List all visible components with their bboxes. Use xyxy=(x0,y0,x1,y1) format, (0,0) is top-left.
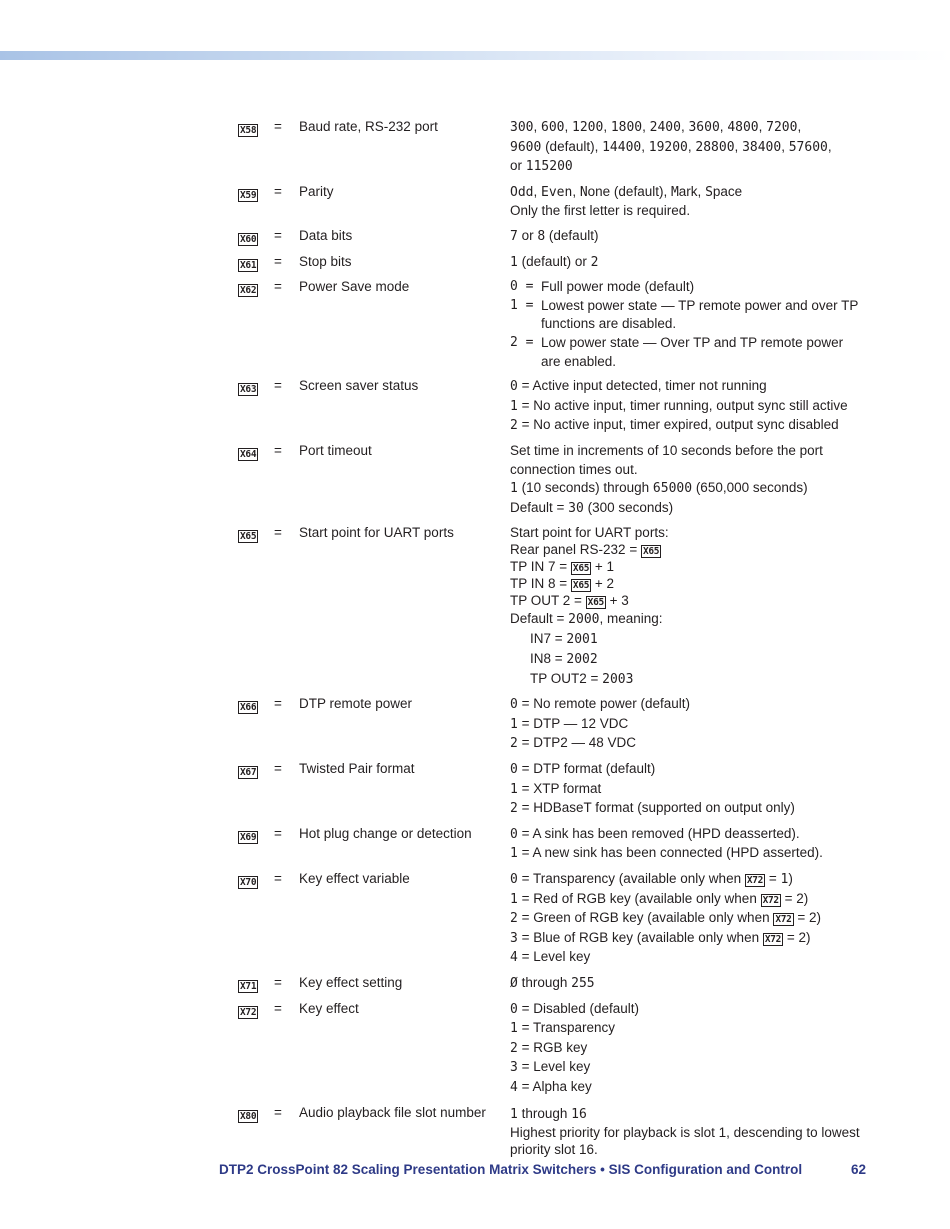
text: (10 seconds) through xyxy=(517,480,653,496)
text: = xyxy=(780,890,797,906)
text: TP IN 8 = xyxy=(510,576,571,592)
equals-sign: = xyxy=(274,227,282,243)
variable-box: X60 xyxy=(240,233,257,245)
text: = xyxy=(783,929,799,945)
value: 1 xyxy=(510,891,518,907)
parameter-values xyxy=(510,825,862,864)
text: or xyxy=(517,227,538,243)
variable-box: X65 xyxy=(572,563,590,575)
parameter-name: Screen saver status xyxy=(299,378,419,394)
equals-sign: = xyxy=(274,1000,282,1016)
parameter-name: Key effect variable xyxy=(299,871,410,887)
text: Full power mode (default) xyxy=(541,279,695,295)
value: 0 xyxy=(510,872,518,888)
list-item xyxy=(510,416,862,436)
value: 1 xyxy=(510,254,518,270)
value: N xyxy=(579,184,588,200)
value: 2 xyxy=(798,929,807,945)
parameter-name: Data bits xyxy=(299,227,353,243)
text: Low power state — Over TP and TP remote power are enabled. xyxy=(541,334,844,369)
text: + 3 xyxy=(605,593,629,609)
variable-box: X72 xyxy=(775,914,792,926)
value: 1 xyxy=(510,781,518,797)
parameter-name: Start point for UART ports xyxy=(299,525,454,541)
variable-box: X61 xyxy=(240,259,257,271)
row-x58 xyxy=(238,118,868,177)
value: 1 xyxy=(510,481,518,497)
value: 2400 xyxy=(649,120,681,135)
variable-box: X66 xyxy=(240,702,257,714)
value: 19200 xyxy=(648,139,688,155)
default-note: (default), xyxy=(541,138,603,154)
text: Start point for UART ports: xyxy=(510,525,669,541)
variable-box: X65 xyxy=(642,546,660,558)
parameter-values xyxy=(510,278,862,371)
value: 2001 xyxy=(566,632,598,648)
parameter-values: 300, 600, 1200, 1800, 2400, 3600, 4800, 7200, 9600 (default), 14400, 19200, 28800, 38400, 57600, or 115200 xyxy=(510,119,832,175)
value: 57600 xyxy=(788,139,828,155)
parameter-values xyxy=(510,1104,862,1158)
text: (300 seconds) xyxy=(583,499,674,515)
text: ark, xyxy=(678,183,706,199)
value: 1200 xyxy=(572,120,604,135)
text: + 1 xyxy=(591,559,615,575)
equals-sign: = xyxy=(274,378,282,394)
value: 14400 xyxy=(602,139,642,155)
text: = No remote power (default) xyxy=(517,696,691,712)
text: TP IN 7 = xyxy=(510,559,571,575)
variable-box: X69 xyxy=(240,831,257,843)
parameter-name: Audio playback file slot number xyxy=(299,1104,486,1120)
equals-sign: = xyxy=(274,696,282,712)
list-item xyxy=(510,334,862,371)
row-x71 xyxy=(238,974,868,994)
parameter-values xyxy=(510,253,862,273)
text: , meaning: xyxy=(599,611,663,627)
value: 255 xyxy=(571,976,595,991)
text: ) xyxy=(803,890,809,906)
row-x67 xyxy=(238,760,868,819)
parameter-values xyxy=(510,377,862,436)
list-item xyxy=(510,297,862,334)
note: Only the first letter is required. xyxy=(510,203,691,219)
parameter-values xyxy=(510,974,862,994)
list-item xyxy=(510,890,862,910)
parameter-values xyxy=(510,695,862,754)
value: 3600 xyxy=(688,120,720,135)
list-item xyxy=(510,695,862,715)
text: = DTP2 — 48 VDC xyxy=(517,735,636,751)
parameter-name: Twisted Pair format xyxy=(299,761,415,777)
value: 2 = xyxy=(510,334,534,350)
list-item xyxy=(510,870,862,890)
value: 30 xyxy=(568,500,584,516)
equals-sign: = xyxy=(274,525,282,541)
list-item xyxy=(510,1039,862,1059)
text: = No active input, timer running, output sync still active xyxy=(517,397,848,413)
text: = Green of RGB key (available only when xyxy=(517,910,774,926)
value: 2 xyxy=(809,910,817,926)
equals-sign: = xyxy=(274,183,282,199)
value: 1 xyxy=(510,1021,518,1037)
footer-title: DTP2 CrossPoint 82 Scaling Presentation Matrix Switchers • SIS Configuration and Control xyxy=(219,1162,803,1177)
text: (default) xyxy=(545,227,599,243)
value: 115200 xyxy=(525,159,573,175)
text: (default) or xyxy=(517,253,591,269)
variable-box: X63 xyxy=(240,384,257,396)
parameter-name: Stop bits xyxy=(299,253,352,269)
row-x64 xyxy=(238,442,868,518)
value: 0 xyxy=(510,1001,518,1017)
value: 0 xyxy=(510,826,518,842)
variable-box: X64 xyxy=(240,448,257,460)
text: IN8 = xyxy=(530,651,567,667)
value: 1 xyxy=(510,1106,518,1122)
value: 2 xyxy=(510,418,518,434)
value: 3 xyxy=(510,1060,518,1076)
value: 9600 xyxy=(510,139,542,155)
parameter-values xyxy=(510,760,862,819)
equals-sign: = xyxy=(274,871,282,887)
header-gradient-bar xyxy=(0,51,950,60)
value: 4800 xyxy=(727,120,759,135)
row-x66 xyxy=(238,695,868,754)
value: 4 xyxy=(510,950,518,966)
value: 0 xyxy=(510,379,518,395)
parameter-name: Parity xyxy=(299,183,334,199)
list-item xyxy=(510,397,862,417)
parameter-name: Hot plug change or detection xyxy=(299,825,472,841)
variable-box: X72 xyxy=(746,875,764,887)
value: 1 xyxy=(780,872,789,888)
variable-box: X80 xyxy=(240,1110,257,1122)
list-item xyxy=(510,1000,862,1020)
value: 3 xyxy=(510,930,518,946)
list-item xyxy=(510,278,862,297)
list-item xyxy=(510,780,862,800)
text: = RGB key xyxy=(517,1039,588,1055)
value: 1 xyxy=(510,846,518,862)
value: Ø xyxy=(510,976,518,991)
value: Even xyxy=(541,184,573,200)
value: 1800 xyxy=(610,120,643,135)
value: 7200 xyxy=(766,120,798,135)
text: = HDBaseT format (supported on output only) xyxy=(517,800,795,816)
value: 600 xyxy=(541,120,565,135)
text: = A sink has been removed (HPD deasserted). xyxy=(517,825,800,841)
row-x61 xyxy=(238,253,868,273)
variable-definitions xyxy=(238,118,868,1164)
value: 16 xyxy=(571,1106,587,1122)
parameter-name: Port timeout xyxy=(299,442,372,458)
parameter-values: Odd, Even, None (default), Mark, Space Only the first letter is required. xyxy=(510,183,862,221)
note: Highest priority for playback is slot 1, descending to lowest priority slot 16. xyxy=(510,1124,860,1157)
row-x60 xyxy=(238,227,868,247)
text: = xyxy=(765,871,781,887)
value: 2 xyxy=(510,736,518,752)
text: TP OUT2 = xyxy=(530,671,603,687)
row-x59 xyxy=(238,183,868,221)
text: = Disabled (default) xyxy=(517,1000,640,1016)
list-item xyxy=(510,844,862,864)
value: 28800 xyxy=(695,139,735,155)
value: 2 xyxy=(510,911,518,927)
list-item xyxy=(510,948,862,968)
variable-box: X59 xyxy=(240,189,257,201)
text: = Red of RGB key (available only when xyxy=(517,890,761,906)
equals-sign: = xyxy=(274,279,282,295)
list-item xyxy=(510,909,862,929)
text: = Level key xyxy=(517,1059,591,1075)
page-number: 62 xyxy=(851,1162,867,1177)
parameter-values xyxy=(510,524,862,689)
equals-sign: = xyxy=(274,761,282,777)
parameter-values xyxy=(510,442,862,518)
parameter-values xyxy=(510,227,862,247)
parameter-values xyxy=(510,1000,862,1098)
parameter-name: Key effect setting xyxy=(299,975,403,990)
list-item xyxy=(510,1058,862,1078)
value: 2 xyxy=(590,254,599,270)
text: = Active input detected, timer not running xyxy=(517,378,767,394)
text: (650,000 seconds) xyxy=(692,480,808,496)
value: 1 = xyxy=(510,297,534,313)
text: = Transparency (available only when xyxy=(517,871,745,887)
list-item xyxy=(510,1019,862,1039)
value: 0 xyxy=(510,762,518,778)
row-x69 xyxy=(238,825,868,864)
row-x62 xyxy=(238,278,868,371)
value: S xyxy=(705,184,713,200)
equals-sign: = xyxy=(274,825,282,841)
value: 1 xyxy=(510,716,518,732)
parameter-name: Baud rate, RS-232 port xyxy=(299,119,438,134)
text: ) xyxy=(816,910,822,926)
value: 300 xyxy=(510,120,534,135)
value: 4 xyxy=(510,1079,518,1095)
value: 2 xyxy=(796,890,804,906)
text: ) xyxy=(788,871,793,887)
text: = XTP format xyxy=(517,780,602,796)
text: ) xyxy=(806,929,811,945)
value: 2 xyxy=(510,801,518,817)
variable-box: X65 xyxy=(240,531,257,543)
value: M xyxy=(670,184,679,200)
value: 2000 xyxy=(568,612,600,628)
value: 38400 xyxy=(742,139,782,155)
value: 7 xyxy=(510,228,518,244)
equals-sign: = xyxy=(274,442,282,458)
variable-box: X62 xyxy=(240,285,257,297)
list-item xyxy=(510,1078,862,1098)
text: Default = xyxy=(510,611,569,627)
text: + 2 xyxy=(591,576,615,592)
list-item xyxy=(510,715,862,735)
text: Lowest power state — TP remote power and over TP functions are disabled. xyxy=(541,297,859,332)
text: = No active input, timer expired, output sync disabled xyxy=(517,417,839,433)
value: 2003 xyxy=(602,672,634,688)
text: TP OUT 2 = xyxy=(510,593,586,609)
text: = Level key xyxy=(517,949,591,965)
row-x65 xyxy=(238,524,868,689)
text: = xyxy=(793,910,809,926)
text: = Blue of RGB key (available only when xyxy=(517,929,763,945)
row-x70 xyxy=(238,870,868,968)
variable-box: X58 xyxy=(240,125,257,136)
list-item xyxy=(510,760,862,780)
row-x72 xyxy=(238,1000,868,1098)
text: Set time in increments of 10 seconds before the port connection times out. xyxy=(510,442,823,477)
variable-box: X72 xyxy=(762,894,779,906)
text: one (default), xyxy=(587,183,671,199)
value: 0 xyxy=(510,697,518,713)
variable-box: X72 xyxy=(764,933,782,945)
text: Default = xyxy=(510,499,569,515)
text: through xyxy=(517,975,572,990)
text: = Alpha key xyxy=(517,1078,592,1094)
or-text: or xyxy=(510,158,526,174)
list-item xyxy=(510,734,862,754)
text: pace xyxy=(712,183,743,199)
row-x63 xyxy=(238,377,868,436)
text: = Transparency xyxy=(517,1020,616,1036)
value: 2 xyxy=(510,1040,518,1056)
text: = DTP format (default) xyxy=(517,761,656,777)
text: IN7 = xyxy=(530,631,567,647)
text: = A new sink has been connected (HPD asserted). xyxy=(517,845,823,861)
parameter-name: Key effect xyxy=(299,1000,359,1016)
value: 65000 xyxy=(652,481,693,497)
list-item xyxy=(510,377,862,397)
text: Rear panel RS-232 = xyxy=(510,542,641,558)
equals-sign: = xyxy=(274,119,282,134)
list-item xyxy=(510,825,862,845)
equals-sign: = xyxy=(274,253,282,269)
list-item xyxy=(510,799,862,819)
equals-sign: = xyxy=(274,975,282,990)
variable-box: X67 xyxy=(240,767,257,779)
parameter-values xyxy=(510,870,862,968)
value: 8 xyxy=(537,228,546,244)
text: through xyxy=(517,1105,572,1121)
value: 2002 xyxy=(566,652,598,668)
variable-box: X72 xyxy=(240,1006,257,1018)
row-x80 xyxy=(238,1104,868,1158)
variable-box: X71 xyxy=(240,981,257,992)
text: = DTP — 12 VDC xyxy=(517,715,629,731)
variable-box: X65 xyxy=(572,580,590,592)
variable-box: X65 xyxy=(587,597,604,609)
value: Odd xyxy=(510,184,534,200)
list-item xyxy=(510,929,862,949)
value: 1 xyxy=(510,398,518,414)
equals-sign: = xyxy=(274,1104,282,1120)
variable-box: X70 xyxy=(240,877,257,889)
parameter-name: Power Save mode xyxy=(299,279,410,295)
parameter-name: DTP remote power xyxy=(299,696,413,712)
value: 0 = xyxy=(510,279,534,295)
